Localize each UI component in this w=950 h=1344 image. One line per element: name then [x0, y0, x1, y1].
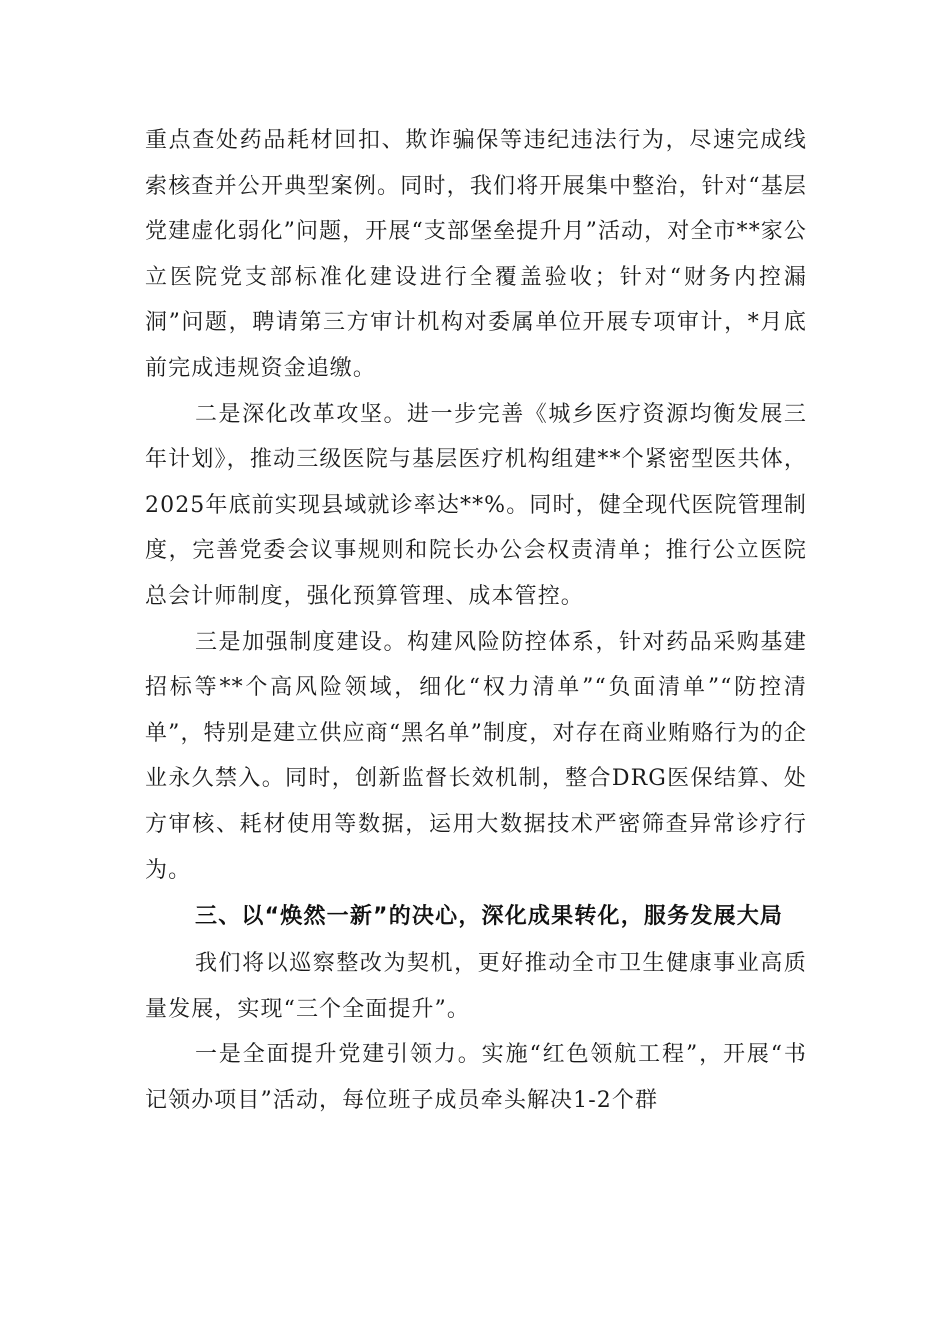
paragraph-party-building: 一是全面提升党建引领力。实施“红色领航工程”，开展“书记领办项目”活动，每位班子成员牵头解决1-2个群: [145, 1042, 807, 1113]
paragraph-discipline-enforcement: 重点查处药品耗材回扣、欺诈骗保等违纪违法行为，尽速完成线索核查并公开典型案例。同时，我们将开展集中整治，针对“基层党建虚化弱化”问题，开展“支部堡垒提升月”活动，对全市**家公立医院党支部标准化建设进行全覆盖验收；针对“财务内控漏洞”问题，聘请第三方审计机构对委属单位开展专项审计，*月底前完成违规资金追缴。: [145, 128, 807, 381]
paragraph-section-intro: 我们将以巡察整改为契机，更好推动全市卫生健康事业高质量发展，实现“三个全面提升”。: [145, 951, 807, 1022]
section-heading-three: 三、以“焕然一新”的决心，深化成果转化，服务发展大局: [195, 904, 784, 930]
paragraph-system-building: 三是加强制度建设。构建风险防控体系，针对药品采购基建招标等**个高风险领域，细化“权力清单”“负面清单”“防控清单”，特别是建立供应商“黑名单”制度，对存在商业贿赂行为的企业永久禁入。同时，创新监督长效机制，整合DRG医保结算、处方审核、耗材使用等数据，运用大数据技术严密筛查异常诊疗行为。: [145, 629, 807, 883]
document-body: [145, 118, 807, 1123]
paragraph-reform: 二是深化改革攻坚。进一步完善《城乡医疗资源均衡发展三年计划》，推动三级医院与基层医疗机构组建**个紧密型医共体，2025年底前实现县域就诊率达**%。同时，健全现代医院管理制度，完善党委会议事规则和院长办公会权责清单；推行公立医院总会计师制度，强化预算管理、成本管控。: [145, 401, 807, 609]
